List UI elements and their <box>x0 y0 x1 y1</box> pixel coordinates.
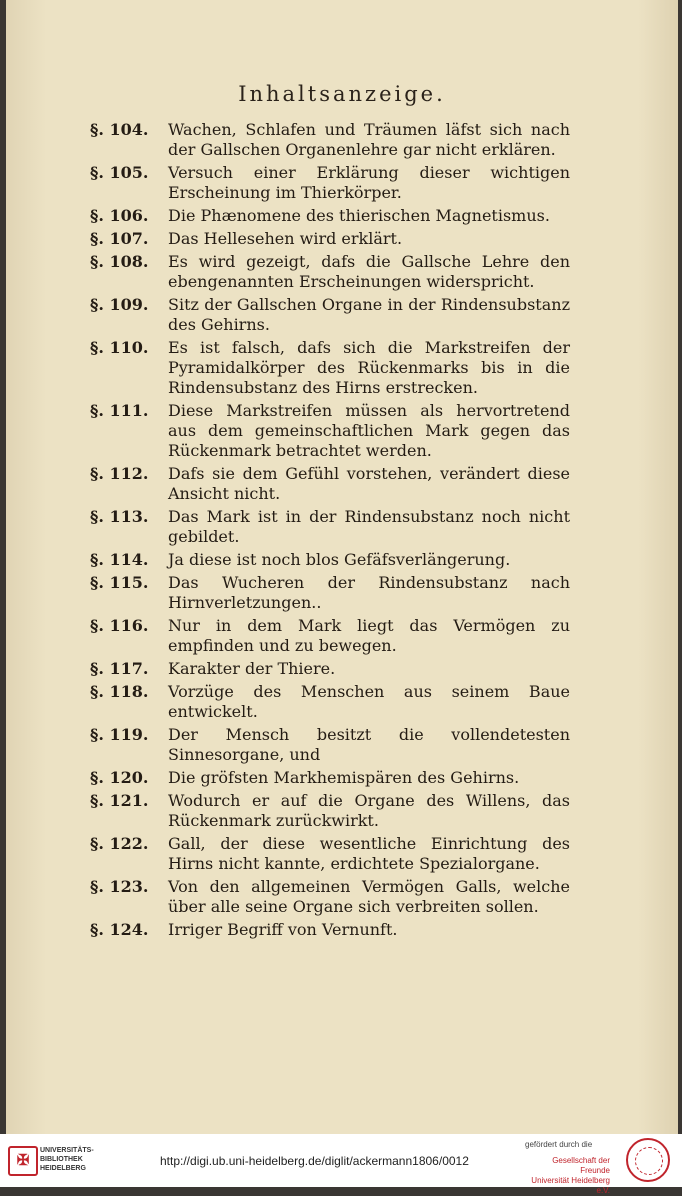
library-line: BIBLIOTHEK <box>40 1156 83 1163</box>
library-name <box>40 1146 120 1173</box>
permalink-url[interactable]: http://digi.ub.uni-heidelberg.de/diglit/ackermann1806/0012 <box>160 1154 469 1168</box>
section-number: §. 113. <box>90 507 149 526</box>
toc-entry <box>90 550 570 570</box>
section-title: Die gröfsten Markhemispären des Gehirns. <box>168 768 520 787</box>
toc-entry <box>90 338 570 398</box>
library-logo[interactable] <box>8 1146 108 1180</box>
toc-entry <box>90 834 570 874</box>
toc-entry <box>90 573 570 613</box>
section-title: Wodurch er auf die Organe des Willens, das Rückenmark zurückwirkt. <box>168 791 570 830</box>
sponsor-name[interactable] <box>528 1156 610 1196</box>
section-number: §. 122. <box>90 834 149 853</box>
section-title: Gall, der diese wesentliche Einrichtung des Hirns nicht kannte, erdichtete Spezialorgane. <box>168 834 570 873</box>
section-title: Wachen, Schlafen und Träumen läfst sich nach der Gallschen Organenlehre gar nicht erklären. <box>168 120 570 159</box>
toc-entry <box>90 682 570 722</box>
section-title: Das Wucheren der Rindensubstanz nach Hirnverletzungen.. <box>168 573 570 612</box>
toc-entry <box>90 229 570 249</box>
section-number: §. 105. <box>90 163 149 182</box>
section-title: Die Phænomene des thierischen Magnetismus. <box>168 206 550 225</box>
section-title: Dafs sie dem Gefühl vorstehen, verändert diese Ansicht nicht. <box>168 464 570 503</box>
section-number: §. 120. <box>90 768 149 787</box>
toc-entry <box>90 401 570 461</box>
section-number: §. 118. <box>90 682 149 701</box>
toc-entry <box>90 791 570 831</box>
table-of-contents <box>90 120 570 943</box>
sponsor-heading: gefördert durch die <box>525 1140 593 1149</box>
toc-entry <box>90 507 570 547</box>
section-title: Vorzüge des Menschen aus seinem Baue entwickelt. <box>168 682 570 721</box>
toc-entry <box>90 120 570 160</box>
section-number: §. 114. <box>90 550 149 569</box>
section-title: Nur in dem Mark liegt das Vermögen zu empfinden und zu bewegen. <box>168 616 570 655</box>
library-line: UNIVERSITÄTS- <box>40 1147 94 1154</box>
library-line: HEIDELBERG <box>40 1165 86 1172</box>
section-title: Diese Markstreifen müssen als hervortretend aus dem gemeinschaftlichen Mark gegen das Rückenmark betrachtet werden. <box>168 401 570 460</box>
sponsor-line: Gesellschaft der Freunde <box>552 1156 610 1175</box>
section-title: Der Mensch besitzt die vollendetesten Sinnesorgane, und <box>168 725 570 764</box>
toc-entry <box>90 920 570 940</box>
toc-entry <box>90 877 570 917</box>
section-title: Karakter der Thiere. <box>168 659 336 678</box>
toc-entry <box>90 206 570 226</box>
sponsor-line: Universität Heidelberg e.V. <box>531 1176 610 1195</box>
section-number: §. 119. <box>90 725 149 744</box>
section-number: §. 110. <box>90 338 149 357</box>
toc-entry <box>90 464 570 504</box>
section-title: Ja diese ist noch blos Gefäfsverlängerung. <box>168 550 511 569</box>
section-number: §. 123. <box>90 877 149 896</box>
section-title: Es wird gezeigt, dafs die Gallsche Lehre den ebengenannten Erscheinungen widerspricht. <box>168 252 570 291</box>
section-number: §. 108. <box>90 252 149 271</box>
section-number: §. 104. <box>90 120 149 139</box>
section-number: §. 112. <box>90 464 149 483</box>
footer-bar <box>0 1134 682 1195</box>
section-title: Irriger Begriff von Vernunft. <box>168 920 398 939</box>
section-number: §. 124. <box>90 920 149 939</box>
toc-entry <box>90 616 570 656</box>
book-page <box>6 0 678 1134</box>
section-number: §. 115. <box>90 573 149 592</box>
section-number: §. 106. <box>90 206 149 225</box>
section-title: Das Mark ist in der Rindensubstanz noch nicht gebildet. <box>168 507 570 546</box>
section-number: §. 121. <box>90 791 149 810</box>
library-crest-icon: ✠ <box>8 1146 38 1176</box>
section-number: §. 109. <box>90 295 149 314</box>
toc-entry <box>90 725 570 765</box>
section-title: Sitz der Gallschen Organe in der Rindensubstanz des Gehirns. <box>168 295 570 334</box>
section-title: Versuch einer Erklärung dieser wichtigen Erscheinung im Thierkörper. <box>168 163 570 202</box>
section-title: Das Hellesehen wird erklärt. <box>168 229 403 248</box>
page-heading: Inhaltsanzeige. <box>238 82 446 106</box>
section-number: §. 117. <box>90 659 149 678</box>
section-number: §. 116. <box>90 616 149 635</box>
section-number: §. 111. <box>90 401 149 420</box>
toc-entry <box>90 768 570 788</box>
university-seal-icon <box>626 1138 670 1182</box>
toc-entry <box>90 252 570 292</box>
toc-entry <box>90 659 570 679</box>
section-title: Es ist falsch, dafs sich die Markstreifen der Pyramidalkörper des Rückenmarks bis in die Rindensubstanz des Hirns erstrecken. <box>168 338 570 397</box>
section-number: §. 107. <box>90 229 149 248</box>
section-title: Von den allgemeinen Vermögen Galls, welche über alle seine Organe sich verbreiten sollen. <box>168 877 570 916</box>
toc-entry <box>90 295 570 335</box>
toc-entry <box>90 163 570 203</box>
